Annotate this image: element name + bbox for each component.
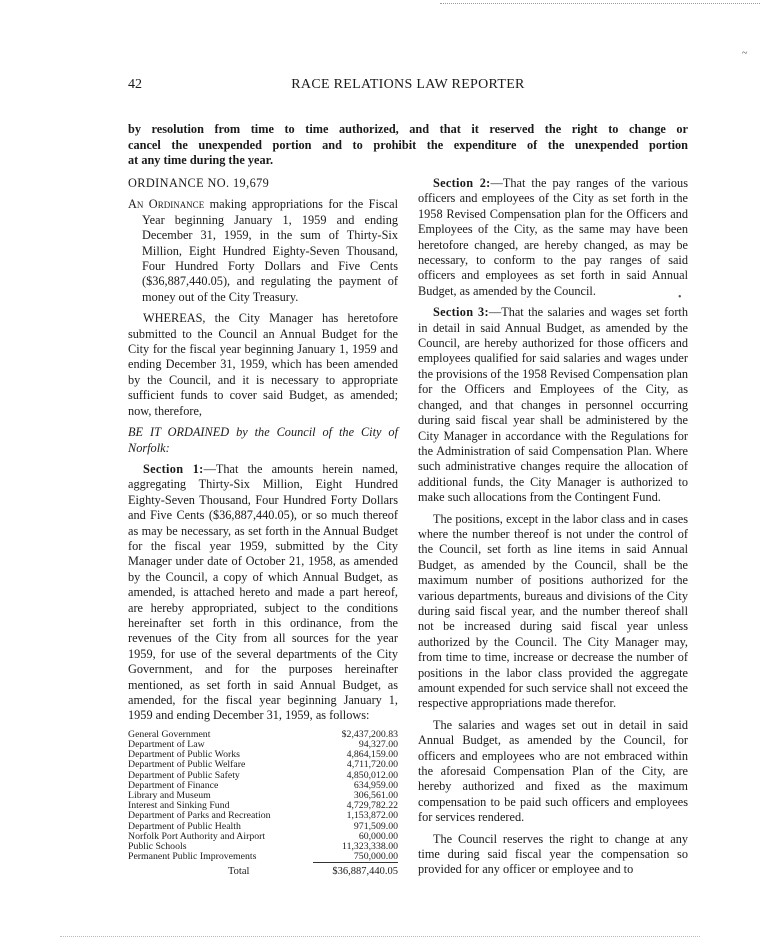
budget-item-name: Norfolk Port Authority and Airport [128, 830, 266, 842]
budget-item-name: Library and Museum [128, 790, 211, 802]
budget-item-amount: 750,000.00 [313, 852, 398, 863]
section-1-label: Section 1: [143, 461, 204, 476]
budget-item-amount: 11,323,338.00 [342, 841, 398, 853]
budget-item-amount: 1,153,872.00 [346, 810, 398, 822]
lead-line: cancel the unexpended portion and to prohibit the expenditure of the unexpended portion [128, 137, 688, 152]
positions-paragraph: The positions, except in the labor class and in cases where the number thereof is not under the control of the Council, set forth as line items in said Annual Budget, as amended by the Council, shall be the maximum number of positions authorized for the various departments, bureaus and divisions of the City during said fiscal year, and the number thereof shall not be increased during said fiscal year unless authorized by the Council. The City Manager may, from time to time, increase or decrease the number of positions in the labor class provided the aggregate amount expended for such service shall not exceed the respective appropriations made therefor. [418, 511, 688, 711]
budget-item-amount: 4,850,012.00 [346, 769, 398, 781]
budget-row [128, 852, 398, 863]
scan-speck: ~ [742, 48, 748, 59]
right-column [418, 176, 688, 884]
budget-item-name: Permanent Public Improvements [128, 851, 257, 863]
budget-item-name: Public Schools [128, 841, 187, 853]
budget-item-name: Department of Public Works [128, 749, 240, 761]
scan-speck: • [678, 292, 682, 303]
section-3-text: —That the salaries and wages set forth in detail in said Annual Budget, as amended by the Council, are hereby authorized for those officers and employees qualified for said salaries and wages under the provisions of the 1958 Revised Compensation plan for the Officers and Employees of the City, as changed, and that changes in personnel occurring during said fiscal year shall be administered by the City Manager in accordance with the Regulations for the Administration of said Compensation Plan. Where such administrative changes require the allocation of additional funds, the City Manager is authorized to make such allocations from the Contingent Fund. [418, 305, 688, 505]
budget-item-amount: $2,437,200.83 [341, 728, 398, 740]
budget-item-amount: 634,959.00 [353, 779, 398, 791]
left-column [128, 176, 398, 878]
budget-total-amount: $36,887,440.05 [332, 866, 398, 878]
ordinance-caption [128, 197, 398, 305]
budget-item-amount: 4,729,782.22 [346, 800, 398, 812]
budget-item-name: Department of Public Safety [128, 769, 240, 781]
running-head [128, 77, 688, 97]
journal-title: RACE RELATIONS LAW REPORTER [291, 77, 525, 92]
lead-paragraph [128, 122, 688, 169]
ordinance-caption-text: making appropriations for the Fiscal Year beginning January 1, 1959 and ending December 31, 1959, in the sum of Thirty-Six Million, Eight Hundred Eighty-Seven Thousand, Four Hundred Forty Dollars and Five Cents ($36,887,440.05), and regulating the payment of money out of the City Treasury. [142, 197, 398, 304]
section-2 [418, 176, 688, 299]
budget-item-name: Department of Public Welfare [128, 759, 246, 771]
ordinance-caps: An Ordinance [128, 197, 205, 212]
ordinance-title: ORDINANCE NO. 19,679 [128, 176, 270, 190]
section-2-label: Section 2: [433, 176, 491, 190]
bottom-rule [60, 936, 700, 937]
section-1 [128, 462, 398, 724]
whereas-paragraph: WHEREAS, the City Manager has heretofore submitted to the Council an Annual Budget for the City for the fiscal year beginning January 1, 1959 and ending December 31, 1959, which has been amended by the Council, and it is necessary to appropriate sufficient funds to cover said Budget, as amended; now, therefore, [128, 311, 398, 418]
council-paragraph: The Council reserves the right to change at any time during said fiscal year the compensation so provided for any officer or employee and to [418, 831, 688, 877]
ordained-clause: BE IT ORDAINED by the Council of the City of Norfolk: [128, 425, 398, 455]
budget-total-label: Total [228, 865, 250, 877]
budget-item-name: Interest and Sinking Fund [128, 800, 230, 812]
lead-line: by resolution from time to time authorized, and that it reserved the right to change or [128, 122, 688, 136]
budget-item-amount: 94,327.00 [358, 739, 398, 751]
budget-item-amount: 971,509.00 [353, 820, 398, 832]
budget-table [128, 730, 398, 878]
section-1-text: —That the amounts herein named, aggregating Thirty-Six Million, Eight Hundred Eighty-Seven Thousand, Four Hundred Forty Dollars and Five Cents ($36,887,440.05), or so much thereof as may be necessary, as set forth in the Annual Budget for the fiscal year 1959, submitted by the City Manager under date of October 21, 1958, as amended by the Council, a copy of which Annual Budget, as amended, is attached hereto and made a part hereof, are hereby appropriated, subject to the conditions hereinafter set forth in this ordinance, from the revenues of the City from all sources for the year 1959, for use of the several departments of the City Government, and for the purposes hereinafter mentioned, as set forth in said Annual Budget, as amended, for the fiscal year beginning January 1, 1959 and ending December 31, 1959, as follows: [128, 461, 398, 723]
budget-total-row [128, 863, 398, 878]
section-3-label: Section 3: [433, 305, 489, 320]
section-2-text: —That the pay ranges of the various officers and employees of the City as set forth in the 1958 Revised Compensation plan for the Officers and Employees of the City, as the same may have been heretofore changed, are hereby changed, as may be necessary, to conform to the pay ranges of said officers and employees as set forth in said Annual Budget, as amended by the Council. [418, 176, 688, 298]
budget-item-name: Department of Public Health [128, 820, 241, 832]
section-3 [418, 305, 688, 505]
budget-item-name: Department of Parks and Recreation [128, 810, 271, 822]
top-rule [440, 3, 760, 4]
page-number: 42 [128, 77, 142, 92]
budget-item-amount: 306,561.00 [353, 790, 398, 802]
budget-item-amount: 4,711,720.00 [346, 759, 398, 771]
budget-item-name: Department of Law [128, 739, 205, 751]
budget-item-name: General Government [128, 728, 211, 740]
budget-item-amount: 4,864,159.00 [346, 749, 398, 761]
budget-item-amount: 60,000.00 [358, 830, 398, 842]
budget-item-name: Department of Finance [128, 779, 219, 791]
salaries-paragraph: The salaries and wages set out in detail in said Annual Budget, as amended by the Council, for officers and employees who are not embraced within the aforesaid Compensation Plan of the City, are hereby authorized and fixed as the maximum compensation to be paid such officers and employees for services rendered. [418, 717, 688, 825]
lead-line: at any time during the year. [128, 153, 274, 167]
